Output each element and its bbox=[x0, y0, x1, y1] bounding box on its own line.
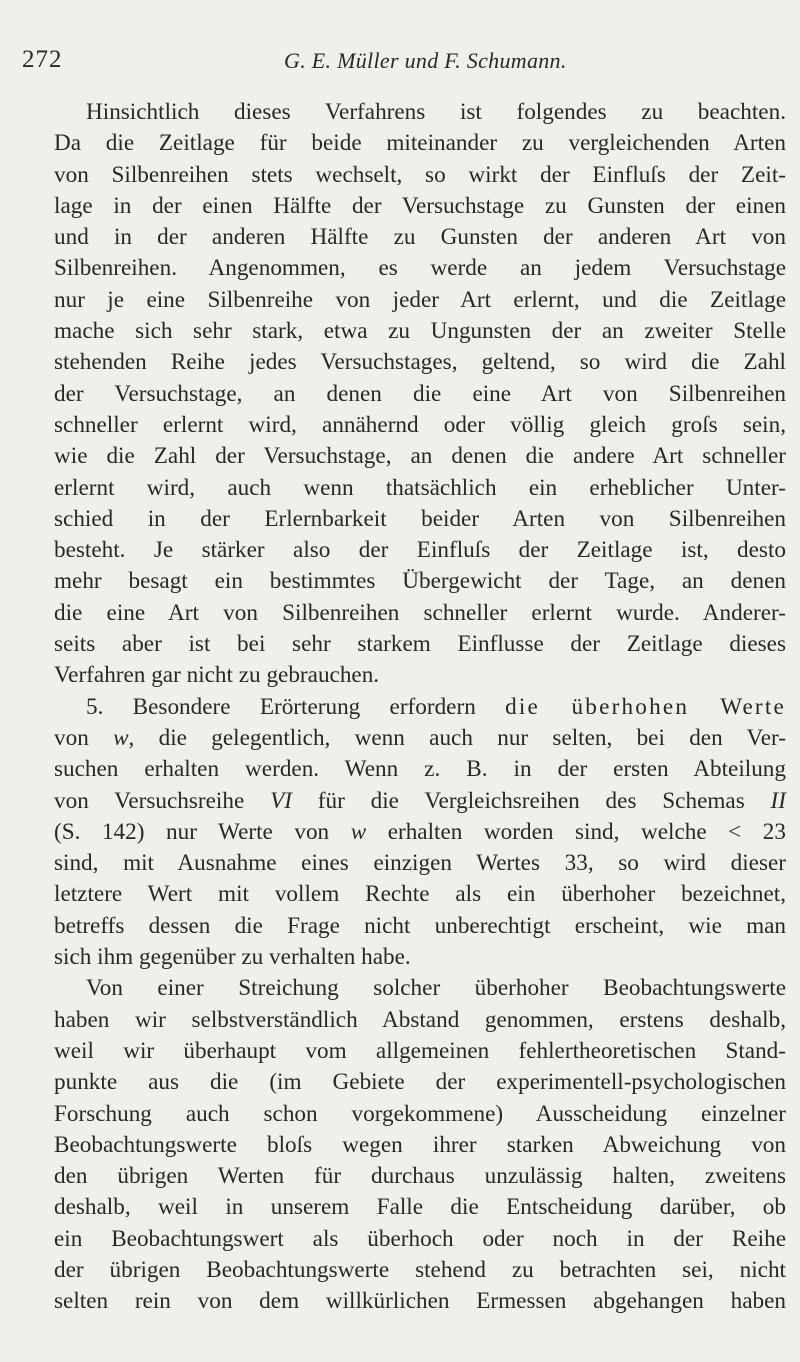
text-span: erhalten worden sind, welche < 23 bbox=[366, 818, 786, 845]
text-line bbox=[54, 817, 786, 848]
text-line: betreffs dessen die Frage nicht unberechtigt erscheint, wie man bbox=[54, 912, 786, 939]
text-line: erlernt wird, auch wenn thatsächlich ein erheblicher Unter- bbox=[54, 474, 786, 501]
text-line: schneller erlernt wird, annähernd oder völlig gleich groſs sein, bbox=[54, 411, 786, 438]
text-line: stehenden Reihe jedes Versuchstages, geltend, so wird die Zahl bbox=[54, 349, 786, 376]
body-text bbox=[54, 97, 786, 1318]
text-line: nur je eine Silbenreihe von jeder Art erlernt, und die Zeitlage bbox=[54, 286, 786, 313]
text-line: die eine Art von Silbenreihen schneller erlernt wurde. Anderer- bbox=[54, 599, 786, 626]
text-line: weil wir überhaupt vom allgemeinen fehlertheoretischen Stand- bbox=[54, 1037, 786, 1064]
text-line: sich ihm gegenüber zu verhalten habe. bbox=[54, 944, 411, 971]
text-line: Hinsichtlich dieses Verfahrens ist folgendes zu beachten. bbox=[86, 99, 786, 125]
text-line: seits aber ist bei sehr starkem Einflusse der Zeitlage dieses bbox=[54, 631, 786, 658]
text-line bbox=[54, 692, 786, 723]
text-span: 5. Besondere Erörterung erfordern bbox=[86, 693, 506, 720]
text-line: und in der anderen Hälfte zu Gunsten der anderen Art von bbox=[54, 224, 786, 251]
page-header bbox=[22, 46, 782, 78]
text-line: Beobachtungswerte bloſs wegen ihrer starken Abweichung von bbox=[54, 1131, 786, 1158]
text-line: von Silbenreihen stets wechselt, so wirkt der Einfluſs der Zeit- bbox=[54, 161, 786, 188]
text-span: von Versuchsreihe bbox=[54, 787, 271, 814]
text-line: punkte aus die (im Gebiete der experimentell-psychologischen bbox=[54, 1069, 786, 1096]
schema-numeral: II bbox=[770, 787, 786, 814]
text-line bbox=[54, 723, 786, 754]
series-numeral: VI bbox=[270, 787, 292, 814]
text-line: Forschung auch schon vorgekommene) Ausscheidung einzelner bbox=[54, 1100, 786, 1127]
variable-w: w bbox=[350, 818, 367, 845]
text-span: für die Vergleichsreihen des Schemas bbox=[291, 787, 771, 814]
text-line: besteht. Je stärker also der Einfluſs der Zeitlage ist, desto bbox=[54, 537, 786, 564]
text-line bbox=[54, 786, 786, 817]
text-line: Silbenreihen. Angenommen, es werde an jedem Versuchstage bbox=[54, 255, 786, 282]
text-span: von bbox=[54, 724, 114, 751]
text-line: schied in der Erlernbarkeit beider Arten von Silbenreihen bbox=[54, 505, 786, 532]
text-line: wie die Zahl der Versuchstage, an denen die andere Art schneller bbox=[54, 443, 786, 470]
text-line: der Versuchstage, an denen die eine Art von Silbenreihen bbox=[54, 380, 786, 407]
text-line: mehr besagt ein bestimmtes Übergewicht der Tage, an denen bbox=[54, 568, 786, 595]
text-line: den übrigen Werten für durchaus unzulässig halten, zweitens bbox=[54, 1163, 786, 1190]
page-number: 272 bbox=[22, 46, 63, 73]
emphasized-heading: die überhohen Werte bbox=[505, 693, 786, 720]
text-span: , die gelegentlich, wenn auch nur selten, bei den Ver- bbox=[128, 724, 786, 751]
text-line: ein Beobachtungswert als überhoch oder noch in der Reihe bbox=[54, 1225, 786, 1252]
running-head: G. E. Müller und F. Schumann. bbox=[284, 48, 567, 73]
text-line: mache sich sehr stark, etwa zu Ungunsten der an zweiter Stelle bbox=[54, 318, 786, 345]
text-line: Da die Zeitlage für beide miteinander zu vergleichenden Arten bbox=[54, 130, 786, 157]
text-line: haben wir selbstverständlich Abstand genommen, erstens deshalb, bbox=[54, 1006, 786, 1033]
text-line: sind, mit Ausnahme eines einzigen Wertes 33, so wird dieser bbox=[54, 850, 786, 877]
text-line: der übrigen Beobachtungswerte stehend zu betrachten sei, nicht bbox=[54, 1256, 786, 1283]
text-line: Von einer Streichung solcher überhoher Beobachtungswerte bbox=[86, 975, 786, 1002]
variable-w: w bbox=[113, 724, 129, 751]
text-span: (S. 142) nur Werte von bbox=[54, 818, 351, 845]
text-line: suchen erhalten werden. Wenn z. B. in der ersten Abteilung bbox=[54, 756, 786, 783]
text-line: Verfahren gar nicht zu gebrauchen. bbox=[54, 662, 380, 689]
text-line: selten rein von dem willkürlichen Ermessen abgehangen haben bbox=[54, 1288, 786, 1315]
text-line: letztere Wert mit vollem Rechte als ein überhoher bezeichnet, bbox=[54, 881, 786, 908]
text-line: deshalb, weil in unserem Falle die Entscheidung darüber, ob bbox=[54, 1194, 786, 1221]
text-line: lage in der einen Hälfte der Versuchstage zu Gunsten der einen bbox=[54, 192, 786, 219]
